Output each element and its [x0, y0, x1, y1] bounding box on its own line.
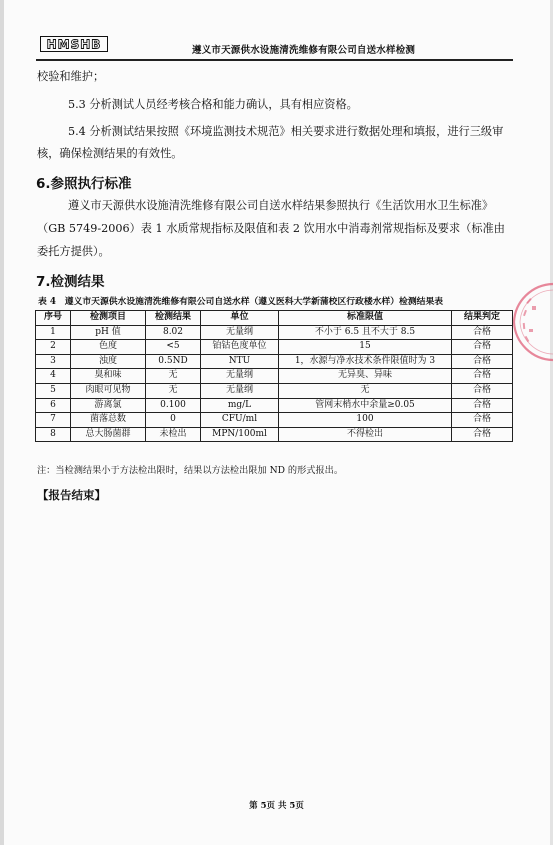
- table-cell: 不得检出: [279, 427, 452, 442]
- col-header: 检测项目: [71, 311, 146, 326]
- table-cell: 无量纲: [201, 369, 279, 384]
- section-6-para-line3: 委托方提供）。: [37, 245, 110, 258]
- table-cell: mg/L: [201, 398, 279, 413]
- table-cell: 4: [36, 369, 71, 384]
- table-row: [36, 383, 513, 398]
- table-cell: 6: [36, 398, 71, 413]
- table-cell: 合格: [452, 383, 513, 398]
- section-7-heading: 7.检测结果: [36, 274, 105, 290]
- item-5-4-line2: 核，确保检测结果的有效性。: [37, 147, 183, 160]
- company-logo: [40, 36, 108, 52]
- table-cell: 1，水源与净水技术条件限值时为 3: [279, 354, 452, 369]
- table-caption: 表 4 遵义市天源供水设施清洗维修有限公司自送水样（遵义医科大学新蒲校区行政楼水样）检测结果表: [38, 297, 444, 307]
- page-number: 第 5页 共 5页: [249, 801, 304, 811]
- logo-text: HMSHB: [46, 37, 102, 52]
- table-cell: 8.02: [146, 325, 201, 340]
- table-cell: 7: [36, 413, 71, 428]
- table-cell: 无: [146, 369, 201, 384]
- header-divider: [36, 59, 513, 61]
- table-cell: 合格: [452, 325, 513, 340]
- section-6-heading: 6.参照执行标准: [36, 176, 132, 192]
- table-cell: 未检出: [146, 427, 201, 442]
- table-cell: NTU: [201, 354, 279, 369]
- seal-stamp-partial: [506, 282, 553, 362]
- table-cell: 无异臭、异味: [279, 369, 452, 384]
- item-5-3: 5.3 分析测试人员经考核合格和能力确认，具有相应资格。: [68, 98, 358, 111]
- table-cell: 8: [36, 427, 71, 442]
- table-cell: 总大肠菌群: [71, 427, 146, 442]
- col-header: 序号: [36, 311, 71, 326]
- table-cell: 无量纲: [201, 383, 279, 398]
- scan-edge-left: [0, 0, 4, 845]
- table-cell: <5: [146, 340, 201, 355]
- report-end-marker: 【报告结束】: [37, 488, 106, 502]
- table-row: [36, 413, 513, 428]
- table-cell: 0.100: [146, 398, 201, 413]
- table-cell: 臭和味: [71, 369, 146, 384]
- table-row: [36, 398, 513, 413]
- table-cell: 100: [279, 413, 452, 428]
- header-title: 遵义市天源供水设施清洗维修有限公司自送水样检测: [192, 45, 416, 56]
- continued-text: 校验和维护；: [37, 70, 105, 83]
- col-header: 标准限值: [279, 311, 452, 326]
- table-row: [36, 427, 513, 442]
- table-cell: 合格: [452, 427, 513, 442]
- table-cell: 15: [279, 340, 452, 355]
- table-cell: 合格: [452, 340, 513, 355]
- table-cell: 3: [36, 354, 71, 369]
- table-header-row: [36, 311, 513, 326]
- table-cell: 不小于 6.5 且不大于 8.5: [279, 325, 452, 340]
- table-cell: 无: [279, 383, 452, 398]
- col-header: 结果判定: [452, 311, 513, 326]
- table-cell: 合格: [452, 398, 513, 413]
- table-cell: MPN/100ml: [201, 427, 279, 442]
- table-cell: pH 值: [71, 325, 146, 340]
- table-cell: 5: [36, 383, 71, 398]
- table-cell: 0: [146, 413, 201, 428]
- table-cell: 菌落总数: [71, 413, 146, 428]
- table-cell: 无: [146, 383, 201, 398]
- item-5-4-line1: 5.4 分析测试结果按照《环境监测技术规范》相关要求进行数据处理和填报，进行三级审: [68, 125, 504, 138]
- col-header: 检测结果: [146, 311, 201, 326]
- table-cell: 无量纲: [201, 325, 279, 340]
- table-cell: 铂钴色度单位: [201, 340, 279, 355]
- table-footnote: 注：当检测结果小于方法检出限时，结果以方法检出限加 ND 的形式报出。: [37, 465, 344, 476]
- table-cell: 肉眼可见物: [71, 383, 146, 398]
- table-cell: 合格: [452, 413, 513, 428]
- table-cell: 浊度: [71, 354, 146, 369]
- table-row: [36, 369, 513, 384]
- table-cell: 合格: [452, 369, 513, 384]
- section-6-para-line2: （GB 5749-2006）表 1 水质常规指标及限值和表 2 饮用水中消毒剂常规指标及要求（标准由: [37, 222, 505, 235]
- results-table: [35, 310, 513, 442]
- table-cell: 0.5ND: [146, 354, 201, 369]
- table-cell: CFU/ml: [201, 413, 279, 428]
- table-cell: 管网末梢水中余量≥0.05: [279, 398, 452, 413]
- table-cell: 2: [36, 340, 71, 355]
- section-6-para-line1: 遵义市天源供水设施清洗维修有限公司自送水样结果参照执行《生活饮用水卫生标准》: [68, 199, 494, 212]
- table-cell: 游离氯: [71, 398, 146, 413]
- table-row: [36, 325, 513, 340]
- table-row: [36, 340, 513, 355]
- table-cell: 色度: [71, 340, 146, 355]
- table-cell: 1: [36, 325, 71, 340]
- table-cell: 合格: [452, 354, 513, 369]
- col-header: 单位: [201, 311, 279, 326]
- table-row: [36, 354, 513, 369]
